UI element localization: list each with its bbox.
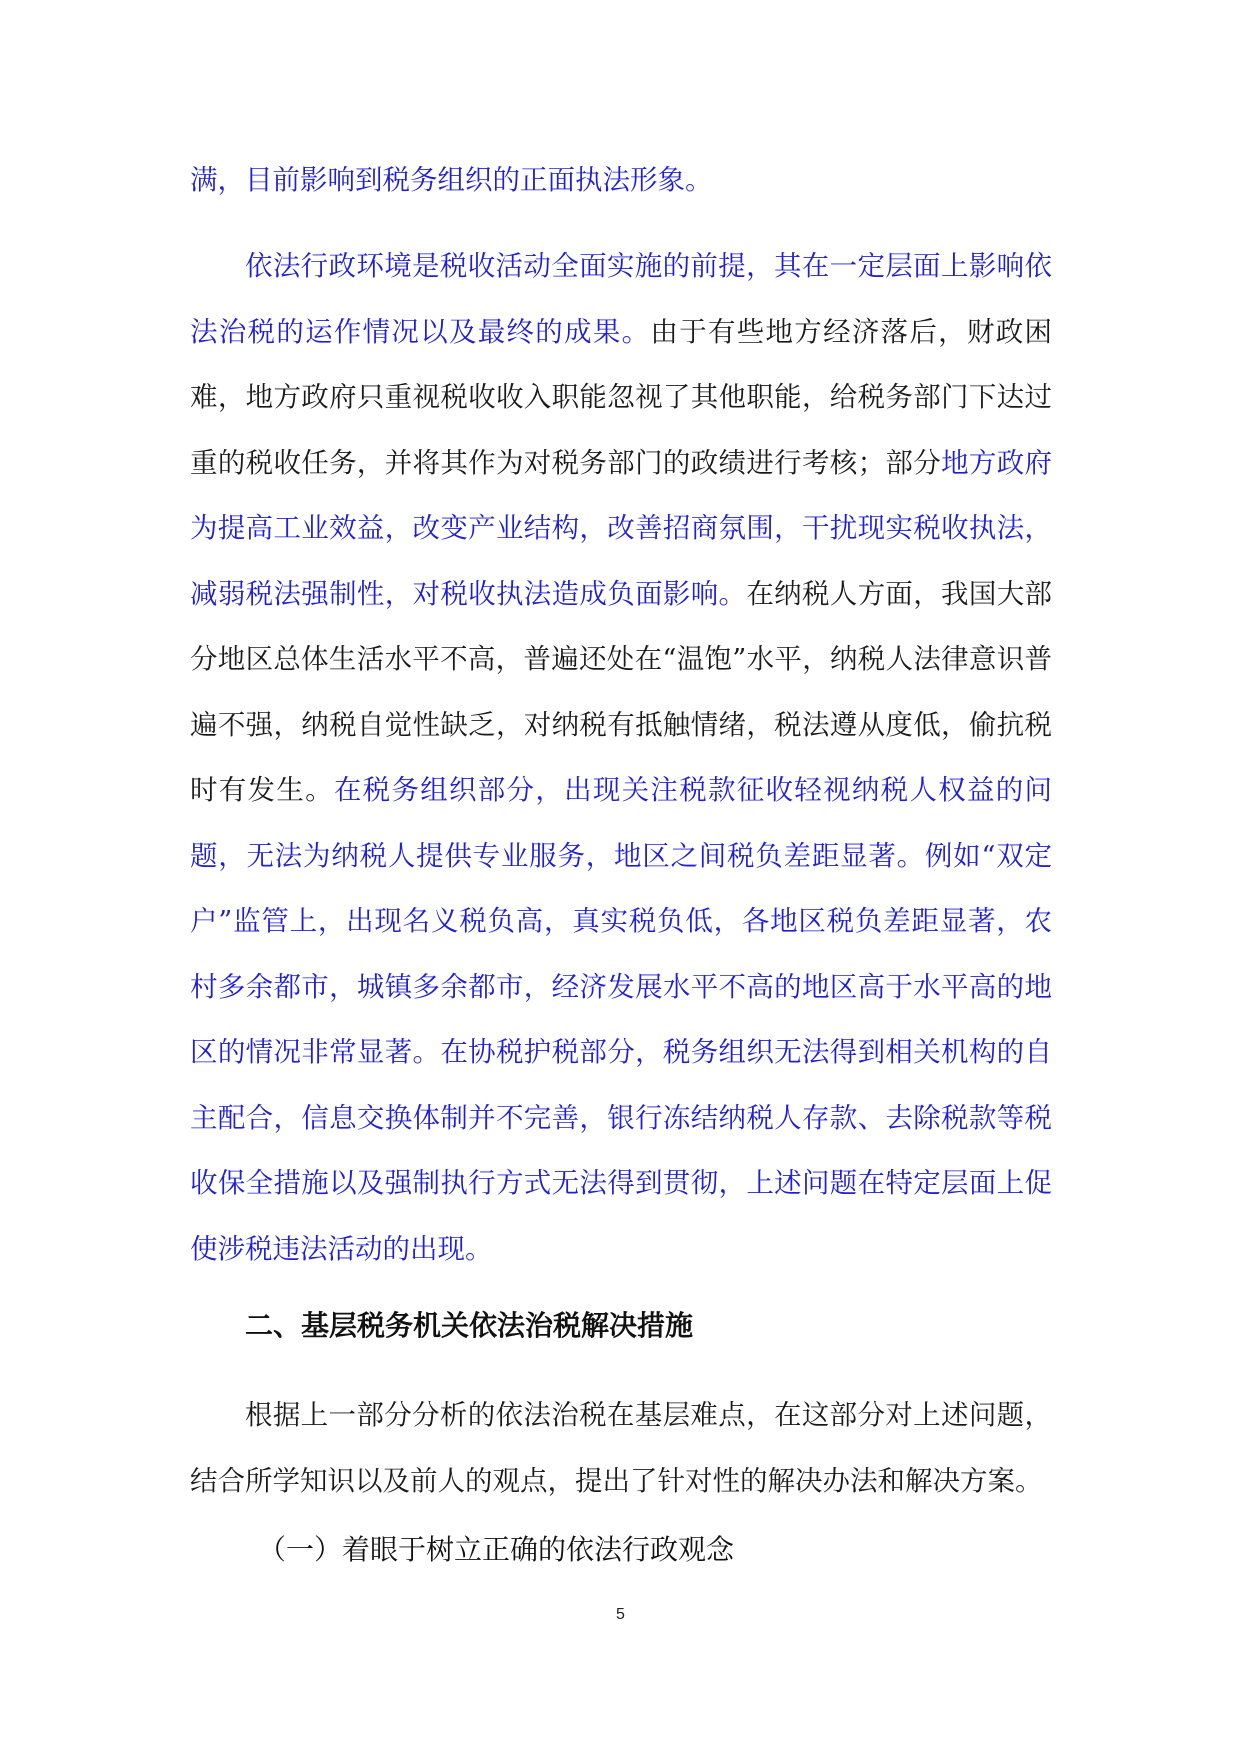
text-segment: 地方政府为提高工业效益，改变产业结构，改善招商氛围，干扰现实税收执法，减弱税法强制性，对税收执法造成负面影响。	[190, 446, 1053, 610]
text-segment: 在纳税人方面，我国大部分地区总体生活水平不高，普遍还处在“温饱”水平，纳税人法律意识普遍不强，纳税自觉性缺乏，对纳税有抵触情绪，税法遵从度低，偷抗税时有发生。	[190, 577, 1053, 806]
text-segment: 满，目前影响到税务组织的正面执法形象。	[190, 164, 713, 196]
section-heading: 二、基层税务机关依法治税解决措施	[245, 1309, 694, 1342]
subsection-heading: （一）着眼于树立正确的依法行政观念	[258, 1533, 735, 1566]
paragraph-continuation	[190, 148, 1052, 214]
text-segment: 依法行政环境是税收活动全面实施的前提，其在一定层面上影响依法治税的运作情况以及最终的成果。	[190, 250, 1052, 348]
text-segment: 根据上一部分分析的依法治税在基层难点，在这部分对上述问题，结合所学知识以及前人的观点，提出了针对性的解决办法和解决方案。	[190, 1399, 1052, 1497]
text-segment: 在税务组织部分，出现关注税款征收轻视纳税人权益的问题，无法为纳税人提供专业服务，地区之间税负差距显著。例如“双定户”监管上，出现名义税负高，真实税负低，各地区税负差距显著，农村多余都市，城镇多余都市，经济发展水平不高的地区高于水平高的地区的情况非常显著。在协税护税部分，税务组织无法得到相关机构的自主配合，信息交换体制并不完善，银行冻结纳税人存款、去除税款等税收保全措施以及强制执行方式无法得到贯彻，上述问题在特定层面上促使涉税违法活动的出现。	[190, 774, 1053, 1265]
page-number: 5	[616, 1606, 625, 1623]
text-segment: 由于有些地方经济落后，财政困难，地方政府只重视税收收入职能忽视了其他职能，给税务部门下达过重的税收任务，并将其作为对税务部门的政绩进行考核；部分	[190, 315, 1053, 479]
paragraph-intro	[190, 1383, 1052, 1514]
paragraph-tax-environment	[190, 234, 1052, 1282]
